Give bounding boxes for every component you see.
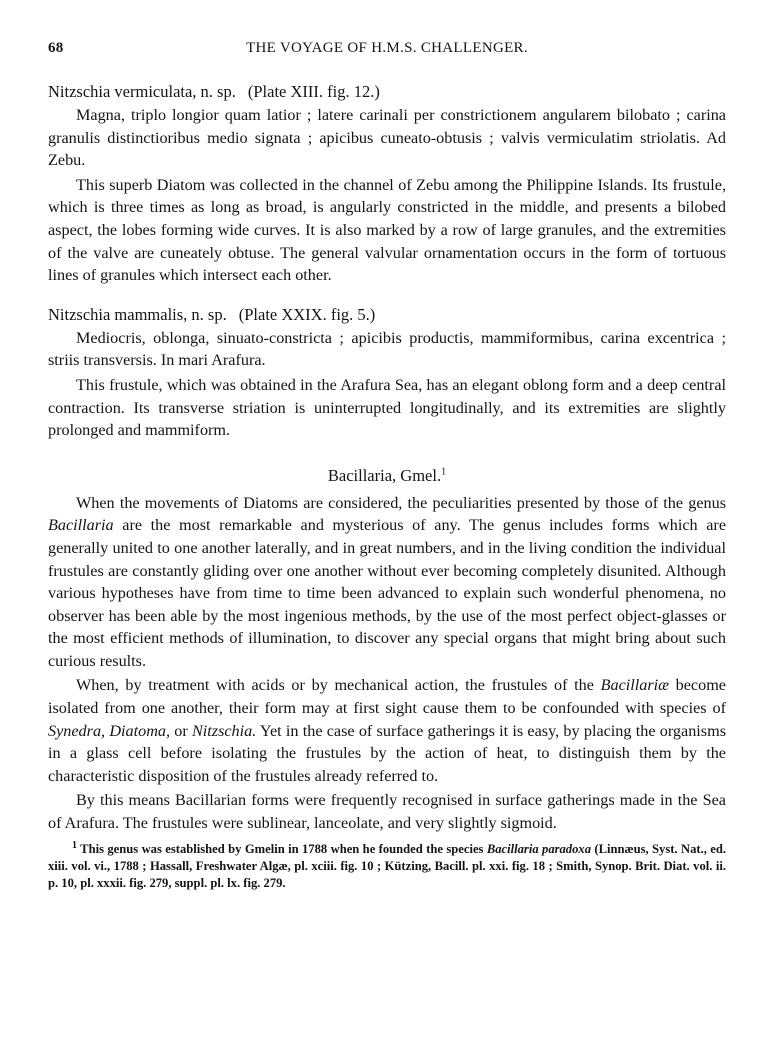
genus-heading-bacillaria — [48, 466, 726, 486]
species-heading-mammalis — [48, 303, 726, 327]
description-vermiculata: This superb Diatom was collected in the channel of Zebu among the Philippine Islands. Its frustule, which is three times as long as broad, is angularly constricted in the middle, and presents a bilobed aspect, the lobes forming wide curves. It is also marked by a row of large granules, and the extremities of the valve are cuneately obtuse. The general valvular ornamentation occurs in the form of tortuous lines of granules which intersect each other. — [48, 175, 726, 285]
paragraph-bacillaria-1: When the movements of Diatoms are considered, the peculiarities presented by those of the genus Bacillaria are the most remarkable and mysterious of any. The genus includes forms which are generally united to one another laterally, and in great numbers, and in the living condition the individual frustules are constantly gliding over one another without ever becoming completely disunited. Although various hypotheses have from time to time been advanced to explain such wonderful phenomena, no observer has been able by the most ingenious methods, by the use of the most perfect object-glasses or the most efficient methods of illumination, to discover any special organs that might bring about such curious results. — [48, 493, 726, 670]
species-name: Nitzschia vermiculata, n. sp. — [48, 82, 236, 101]
footnote-number: 1 — [72, 839, 77, 851]
genus-italic: Bacillariæ — [600, 676, 669, 695]
running-title: THE VOYAGE OF H.M.S. CHALLENGER. — [246, 40, 528, 56]
paragraph-bacillaria-3: By this means Bacillarian forms were frequently recognised in surface gatherings made in the Sea of Arafura. The frustules were sublinear, lanceolate, and very slightly sigmoid. — [48, 791, 726, 833]
page — [48, 40, 726, 892]
plate-reference: (Plate XXIX. fig. 5.) — [238, 304, 376, 324]
genus-title: Bacillaria, Gmel. — [327, 465, 442, 485]
plate-reference: (Plate XIII. fig. 12.) — [247, 82, 380, 101]
paragraph-bacillaria-2: When, by treatment with acids or by mechanical action, the frustules of the Bacillariæ become isolated from one another, their form may at first sight cause them to be confounded with species of Synedra, Diatoma, or Nitzschia. Yet in the case of surface gatherings it is easy, by placing the organisms in a glass cell before isolating the frustules by the action of heat, to distinguish them by the characteristic disposition of the frustules already referred to. — [48, 676, 726, 785]
genus-italic: Nitzschia. — [191, 721, 257, 740]
genus-italic: Bacillaria — [48, 516, 114, 535]
description-mammalis: This frustule, which was obtained in the Arafura Sea, has an elegant oblong form and a deep central contraction. Its transverse striation is uninterrupted longitudinally, and its extremities are slightly prolonged and mammiform. — [48, 375, 726, 440]
page-number: 68 — [48, 40, 64, 56]
running-header — [48, 40, 726, 64]
species-heading-vermiculata — [48, 80, 726, 104]
footnote-mark: 1 — [441, 466, 447, 478]
footnote: $^1$ This genus was established by Gmelin in 1788 when he founded the species Bacillaria paradoxa (Linnæus, Syst. Nat., ed. xiii. vol. vi., 1788 ; Hassall, Freshwater Algæ, pl. xciii. fig. 10 ; Kützing, Bacill. pl. xxi. fig. 18 ; Smith, Synop. Brit. Diat. vol. ii. p. 10, pl. xxxii. fig. 279, suppl. pl. lx. fig. 279. — [48, 839, 727, 890]
species-name: Nitzschia mammalis, n. sp. — [48, 304, 227, 324]
latin-diagnosis-vermiculata: Magna, triplo longior quam latior ; latere carinali per constrictionem angularem bilobato ; carina granulis distinctioribus medio signata ; apicibus cuneato-obtusis ; valvis vermiculatim striolatis. Ad Zebu. — [48, 106, 726, 170]
genus-italic: Synedra, Diatoma, — [48, 721, 171, 740]
latin-diagnosis-mammalis: Mediocris, oblonga, sinuato-constricta ; apicibis productis, mammiformibus, carina excentrica ; striis transversis. In mari Arafura. — [48, 328, 726, 370]
species-italic: Bacillaria paradoxa — [486, 841, 591, 856]
